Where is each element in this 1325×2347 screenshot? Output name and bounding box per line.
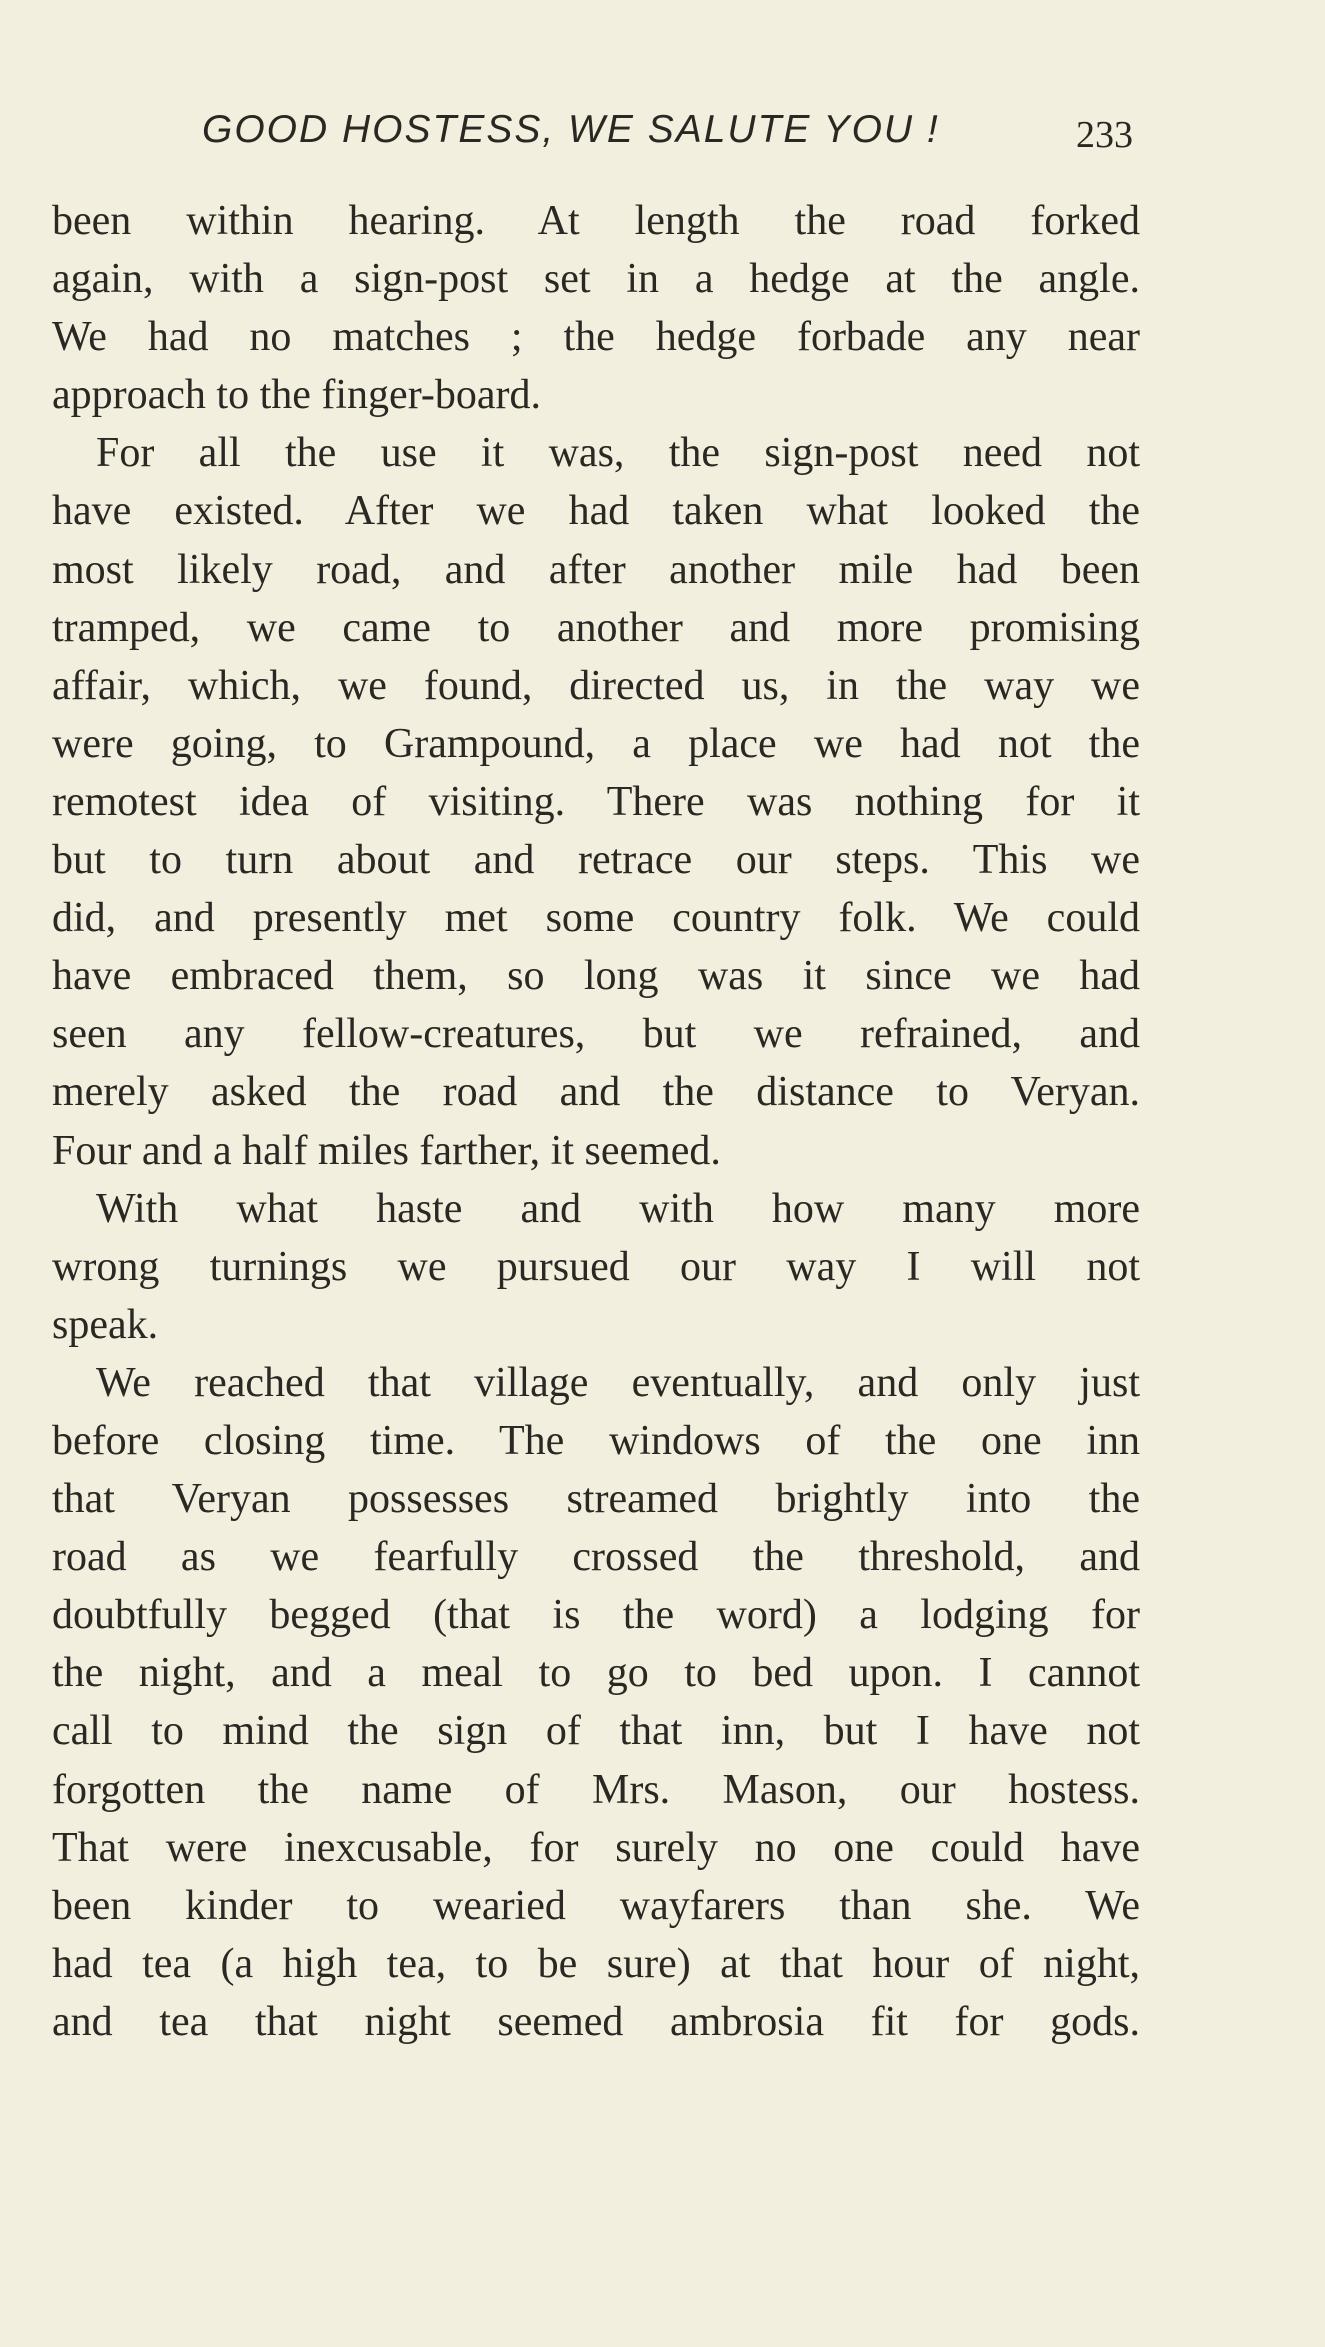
- text-line: doubtfully begged (that is the word) a lodging for: [52, 1592, 1140, 1639]
- text-line: been within hearing. At length the road forked: [52, 198, 1140, 244]
- text-line: wrong turnings we pursued our way I will not: [52, 1243, 1140, 1290]
- text-line: We reached that village eventually, and only just: [96, 1359, 1140, 1406]
- page-header: [52, 100, 1142, 160]
- text-line: had tea (a high tea, to be sure) at that hour of night,: [52, 1940, 1140, 1987]
- text-line: call to mind the sign of that inn, but I have not: [52, 1708, 1140, 1755]
- text-line: remotest idea of visiting. There was nothing for it: [52, 778, 1140, 825]
- text-line: We had no matches ; the hedge forbade any near: [52, 314, 1140, 361]
- text-line: have embraced them, so long was it since we had: [52, 953, 1140, 1000]
- page-number: 233: [1076, 114, 1133, 156]
- text-line: have existed. After we had taken what looked the: [52, 488, 1140, 535]
- text-line: affair, which, we found, directed us, in the way we: [52, 662, 1140, 709]
- text-line: been kinder to wearied wayfarers than she. We: [52, 1882, 1140, 1929]
- running-title: GOOD HOSTESS, WE SALUTE YOU !: [202, 108, 940, 151]
- text-line: tramped, we came to another and more promising: [52, 604, 1140, 651]
- text-line: were going, to Grampound, a place we had not the: [52, 720, 1140, 767]
- text-line: road as we fearfully crossed the threshold, and: [52, 1534, 1140, 1581]
- body-text: [52, 192, 1140, 2051]
- text-line: but to turn about and retrace our steps. This we: [52, 837, 1140, 884]
- text-line: With what haste and with how many more: [96, 1185, 1140, 1232]
- text-line: again, with a sign-post set in a hedge at the angle.: [52, 256, 1140, 303]
- text-line: that Veryan possesses streamed brightly into the: [52, 1476, 1140, 1523]
- text-line: approach to the finger-board.: [52, 372, 541, 419]
- text-line: For all the use it was, the sign-post need not: [96, 430, 1140, 477]
- text-line: That were inexcusable, for surely no one could have: [52, 1824, 1140, 1871]
- text-line: before closing time. The windows of the one inn: [52, 1417, 1140, 1464]
- text-line: speak.: [52, 1301, 159, 1348]
- text-line: seen any fellow-creatures, but we refrained, and: [52, 1011, 1140, 1058]
- text-line: and tea that night seemed ambrosia fit for gods.: [52, 1998, 1140, 2045]
- text-line: merely asked the road and the distance to Veryan.: [52, 1069, 1140, 1116]
- text-line: did, and presently met some country folk. We could: [52, 895, 1140, 942]
- text-line: most likely road, and after another mile had been: [52, 546, 1140, 593]
- text-line: Four and a half miles farther, it seemed.: [52, 1127, 721, 1174]
- text-line: forgotten the name of Mrs. Mason, our hostess.: [52, 1766, 1140, 1813]
- text-line: the night, and a meal to go to bed upon. I cannot: [52, 1650, 1140, 1697]
